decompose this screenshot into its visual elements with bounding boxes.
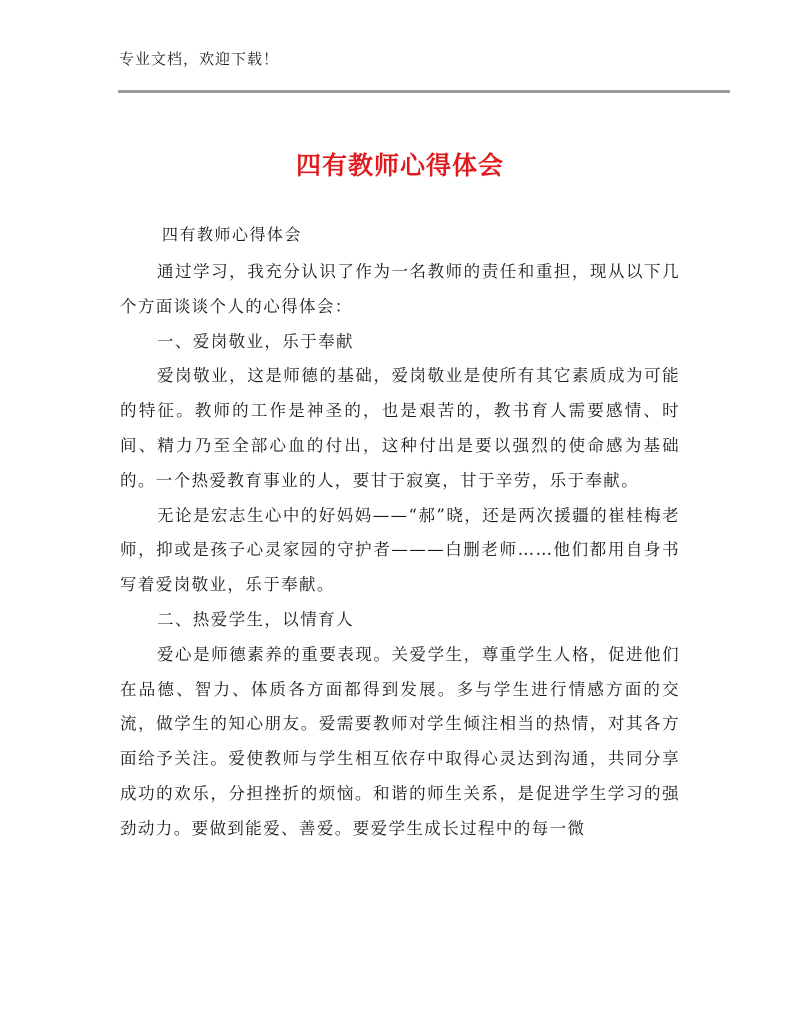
section-heading-2: 二、热爱学生，以情育人 xyxy=(157,609,354,629)
header-divider xyxy=(118,90,730,93)
page-header-text: 专业文档，欢迎下载！ xyxy=(119,50,280,68)
document-title: 四有教师心得体会 xyxy=(295,151,504,180)
section-heading-1: 一、爱岗敬业，乐于奉献 xyxy=(157,331,354,351)
paragraph-2-1: 爱心是师德素养的重要表现。关爱学生，尊重学生人格，促进他们在品德、智力、体质各方面都得到发展。多与学生进行情感方面的交流，做学生的知心朋友。爱需要教师对学生倾注相当的热情，对其各方面给予关注。爱使教师与学生相互依存中取得心灵达到沟通，共同分享成功的欢乐，分担挫折的烦恼。和谐的师生关系，是促进学生学习的强劲动力。要做到能爱、善爱。要爱学生成长过程中的每一微 xyxy=(120,644,680,838)
paragraph-1-2: 无论是宏志生心中的好妈妈——“郝”晓，还是两次援疆的崔桂梅老师，抑或是孩子心灵家园的守护者———白删老师……他们都用自身书写着爱岗敬业，乐于奉献。 xyxy=(120,505,680,595)
paragraph-1-1: 爱岗敬业，这是师德的基础，爱岗敬业是使所有其它素质成为可能的特征。教师的工作是神圣的，也是艰苦的，教书育人需要感情、时间、精力乃至全部心血的付出，这种付出是要以强烈的使命感为基础的。一个热爱教育事业的人，要甘于寂寞，甘于辛劳，乐于奉献。 xyxy=(120,366,680,490)
intro-paragraph: 通过学习，我充分认识了作为一名教师的责任和重担，现从以下几个方面谈谈个人的心得体会： xyxy=(120,262,680,316)
document-subtitle: 四有教师心得体会 xyxy=(162,225,303,244)
document-body xyxy=(120,255,680,847)
